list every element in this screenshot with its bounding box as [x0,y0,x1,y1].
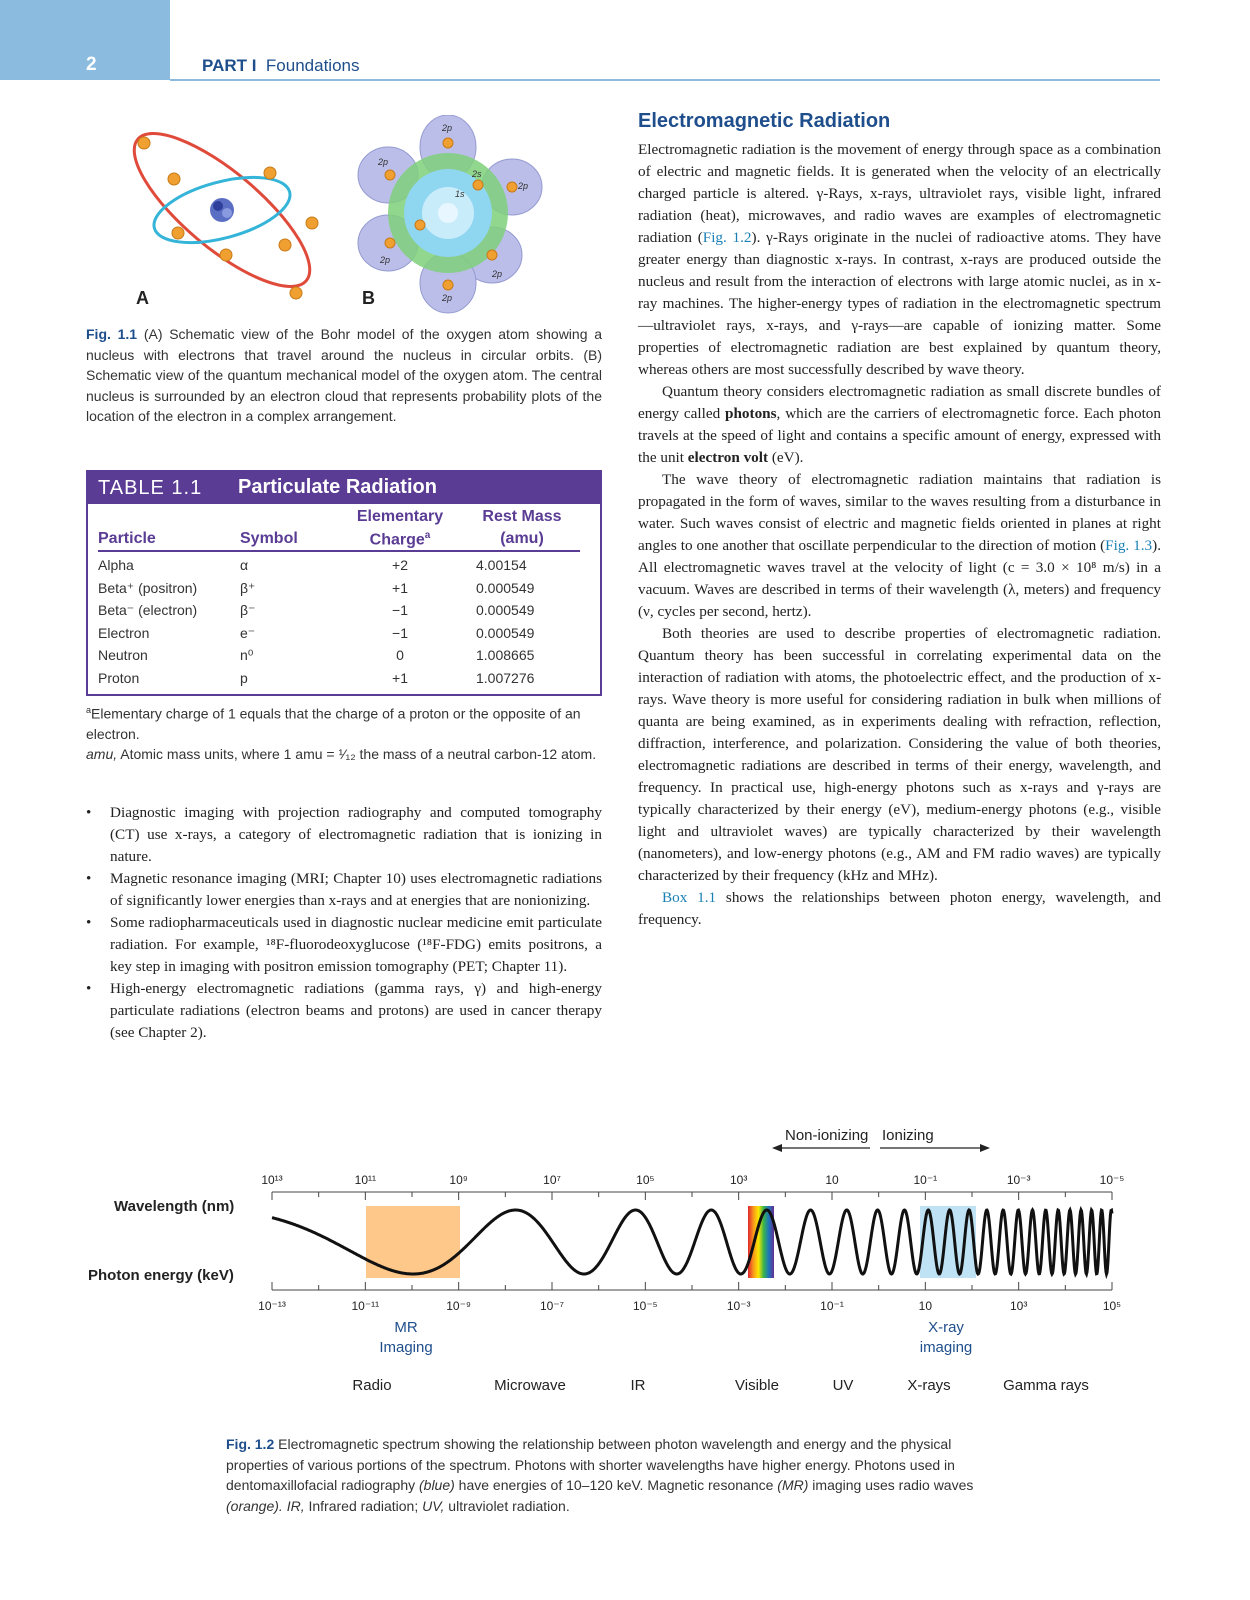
panel-b-label: B [362,288,375,308]
band-label: X-rays [907,1377,951,1394]
part-title: Foundations [265,56,360,75]
list-item: • Some radiopharmaceuticals used in diagnostic nuclear medicine emit particulate radiation. For example, ¹⁸F-fluorodeoxyglucose (¹⁸F-FDG) emits positrons, a key step in imaging with positron emission tomography (PET; Chapter 11). [86,914,602,975]
energy-tick-label: 10⁻¹¹ [351,1299,380,1313]
wavelength-tick-label: 10⁹ [449,1173,468,1187]
mr-imaging-label-2: Imaging [379,1339,433,1356]
band-label: Gamma rays [1003,1377,1089,1394]
wavelength-tick-label: 10⁻⁵ [1099,1173,1125,1187]
table-cell-mass: 1.008665 [476,647,535,663]
band-label: Visible [735,1377,779,1394]
orbital-label: 2p [492,269,503,279]
box-1-1-link[interactable]: Box 1.1 [662,889,717,906]
table-header-bar [88,472,600,504]
part-label: PART I [202,56,257,75]
table-cell-symbol: α [240,557,249,573]
table-cell-charge: +1 [392,579,408,596]
paragraph: Box 1.1 shows the relationships between photon energy, wavelength, and frequency. [638,889,1161,928]
table-cell-particle: Neutron [98,647,148,663]
table-cell-particle: Electron [98,624,150,641]
col-header-mass-line1: Rest Mass [482,508,562,525]
col-header-charge-line1: Elementary [356,508,444,525]
table-cell-symbol: e⁻ [240,624,256,641]
table-header-rule [98,550,580,552]
table-note-a: $^a$Elementary charge of 1 equals that the charge of a proton or the opposite of an electron. [86,705,581,742]
wavelength-tick-label: 10⁻¹ [913,1173,938,1187]
energy-tick-label: 10 [918,1299,933,1313]
table-cell-particle: Beta⁺ (positron) [98,579,198,596]
orbital-label: 2p [442,123,453,133]
energy-tick-label: 10⁵ [1102,1299,1122,1313]
table-title: Particulate Radiation [238,476,437,498]
table-cell-charge: +1 [392,669,408,686]
ionizing-label: Ionizing [882,1127,934,1144]
wavelength-tick-label: 10¹³ [261,1173,283,1187]
body-text [638,139,1161,931]
table-cell-mass: 0.000549 [476,602,535,618]
table-cell-charge: +2 [392,557,408,573]
table-cell-symbol: β⁻ [240,602,256,618]
col-header-symbol: Symbol [240,530,298,547]
bohr-model [120,115,331,310]
paragraph: Electromagnetic radiation is the movement of energy through space as a combination of electric and magnetic fields. It is generated when the velocity of an electrically charged particle is altered. γ-Rays, x-rays, ultraviolet rays, visible light, infrared radiation (heat), microwaves, and radio waves are examples of electromagnetic radiation (Fig. 1.2). γ-Rays originate in the nuclei of radioactive atoms. They have greater energy than diagnostic x-rays. In contrast, x-rays are produced outside the nucleus and result from the interaction of electrons with large atomic nuclei, as in x-ray machines. The higher-energy types of radiation in the electromagnetic spectrum—ultraviolet rays, x-rays, and γ-rays—are capable of ionizing matter. Some properties of electromagnetic radiation are best explained by quantum theory, whereas others are most successfully described by wave theory. [638,141,1161,378]
table-cell-particle: Proton [98,669,140,686]
paragraph: The wave theory of electromagnetic radiation maintains that radiation is propagated in the form of waves, similar to the waves resulting from a disturbance in water. Such waves consist of electric and magnetic fields oriented in planes at right angles to one another that oscillate perpendicular to the direction of motion (Fig. 1.3). All electromagnetic waves travel at the velocity of light (c = 3.0 × 10⁸ m/s) in a vacuum. Waves are described in terms of their wavelength (λ, meters) and frequency (ν, cycles per second, hertz). [638,471,1161,620]
orbital-label: 2p [518,181,529,191]
fig11-caption [86,324,602,427]
fig12-caption: Fig. 1.2 Electromagnetic spectrum showing the relationship between photon wavelength and energy and the physical properties of various portions of the spectrum. Photons with shorter wavelengths have higher energy. Photons used in dentomaxillofacial radiography (blue) have energies of 10–120 keV. Magnetic resonance (MR) imaging uses radio waves (orange). IR, Infrared radiation; UV, ultraviolet radiation. [226,1436,974,1514]
orbital-label: 2s [472,169,482,179]
page-number: 2 [86,54,97,75]
table-cell-charge: −1 [392,602,408,618]
wavelength-tick-label: 10⁻³ [1006,1173,1031,1187]
wavelength-tick-label: 10⁷ [543,1173,561,1187]
list-item: • High-energy electromagnetic radiations (gamma rays, γ) and high-energy particulate radiations (electron beams and protons) are used in cancer therapy (see Chapter 2). [86,980,602,1041]
table-cell-particle: Beta⁻ (electron) [98,602,198,618]
table-label: TABLE 1.1 [98,477,203,499]
energy-axis-label: Photon energy (keV) [88,1267,234,1284]
wavelength-tick-label: 10⁵ [636,1173,655,1187]
orbital-label: 2p [380,255,391,265]
band-label: Microwave [494,1377,566,1394]
energy-tick-label: 10⁻⁹ [446,1299,472,1313]
fig12-spectrum-diagram [80,1120,1170,1430]
band-label: IR [630,1377,646,1394]
energy-tick-label: 10⁻¹³ [258,1299,286,1313]
section-heading: Electromagnetic Radiation [638,110,891,132]
table-cell-mass: 0.000549 [476,624,535,641]
table-cell-mass: 4.00154 [476,557,527,573]
col-header-mass-line2: (amu) [500,530,544,547]
table-cell-charge: −1 [392,624,408,641]
band-label: Radio [352,1377,392,1394]
table-note-amu: amu, Atomic mass units, where 1 amu = ¹⁄₁₂ the mass of a neutral carbon-12 atom. [86,745,597,762]
page-number-block [0,0,170,80]
arrow-left-icon [772,1144,782,1152]
fig-1-2-link[interactable]: Fig. 1.2 [702,229,752,246]
wavelength-axis-label: Wavelength (nm) [114,1198,235,1215]
table-cell-symbol: β⁺ [240,579,256,596]
wavelength-tick-label: 10³ [729,1173,748,1187]
energy-tick-label: 10³ [1009,1299,1028,1313]
col-header-particle: Particle [98,530,156,547]
band-label: UV [832,1377,854,1394]
table-footnotes [86,700,602,764]
panel-a-label: A [136,288,149,308]
running-header [202,56,360,76]
fig-1-3-link[interactable]: Fig. 1.3 [1105,537,1153,554]
bullet-list [86,802,602,1044]
table-cell-mass: 0.000549 [476,579,535,596]
fig11-caption-text: (A) Schematic view of the Bohr model of the oxygen atom showing a nucleus with electrons that travel around the nucleus in circular orbits. (B) Schematic view of the quantum mechanical model of the oxygen atom. The central nucleus is surrounded by an electron cloud that represents probability plots of the location of the electron in a complex arrangement. [86,326,602,424]
xray-imaging-label: X-ray [928,1319,964,1336]
table-particulate-radiation [86,470,602,696]
table-cell-symbol: p [240,669,248,686]
orbital-label: 1s [455,189,465,199]
orbital-label: 2p [442,293,453,303]
fig11-caption-label: Fig. 1.1 [86,326,138,342]
list-item: • Diagnostic imaging with projection radiography and computed tomography (CT) use x-rays, a category of electromagnetic radiation that is ionizing in nature. [86,804,602,865]
paragraph: Both theories are used to describe properties of electromagnetic radiation. Quantum theory has been successful in correlating experimental data on the interaction of radiation with atoms, the photoelectric effect, and the production of x-rays. Wave theory is more useful for considering radiation in bulk when millions of quanta are being examined, as in experiments dealing with refraction, reflection, diffraction, interference, and polarization. Considering the value of both theories, electromagnetic radiations are described in terms of their energy, wavelength, and frequency. In practical use, high-energy photons such as x-rays and γ-rays are typically characterized by their energy (eV), medium-energy photons (e.g., visible light and ultraviolet waves) are typically characterized by their wavelength (nanometers), and low-energy photons (e.g., AM and FM radio waves) are typically characterized by their frequency (kHz and MHz). [638,625,1161,884]
wavelength-tick-label: 10¹¹ [354,1173,377,1187]
arrow-right-icon [980,1144,990,1152]
non-ionizing-label: Non-ionizing [785,1127,869,1144]
fig11-atom-diagram [120,115,580,315]
quantum-model [358,115,542,313]
list-item: • Magnetic resonance imaging (MRI; Chapter 10) uses electromagnetic radiations of significantly lower energies than x-rays and at energies that are nonionizing. [86,870,602,909]
paragraph: Quantum theory considers electromagnetic radiation as small discrete bundles of energy called photons, which are the carriers of electromagnetic force. Each photon travels at the speed of light and contains a specific amount of energy, expressed with the unit electron volt (eV). [638,383,1161,466]
energy-tick-label: 10⁻⁵ [633,1299,658,1313]
table-cell-charge: 0 [396,647,404,663]
orbital-label: 2p [378,157,389,167]
wavelength-tick-label: 10 [825,1173,839,1187]
table-cell-symbol: n⁰ [240,647,254,663]
energy-tick-label: 10⁻³ [726,1299,751,1313]
table-cell-mass: 1.007276 [476,669,535,686]
col-header-charge: Charge$^a$ [369,530,431,549]
xray-imaging-label-2: imaging [919,1339,973,1356]
energy-tick-label: 10⁻⁷ [539,1299,565,1313]
header-rule [170,79,1160,81]
energy-tick-label: 10⁻¹ [820,1299,844,1313]
mr-imaging-label: MR [394,1319,418,1336]
table-cell-particle: Alpha [98,557,134,573]
